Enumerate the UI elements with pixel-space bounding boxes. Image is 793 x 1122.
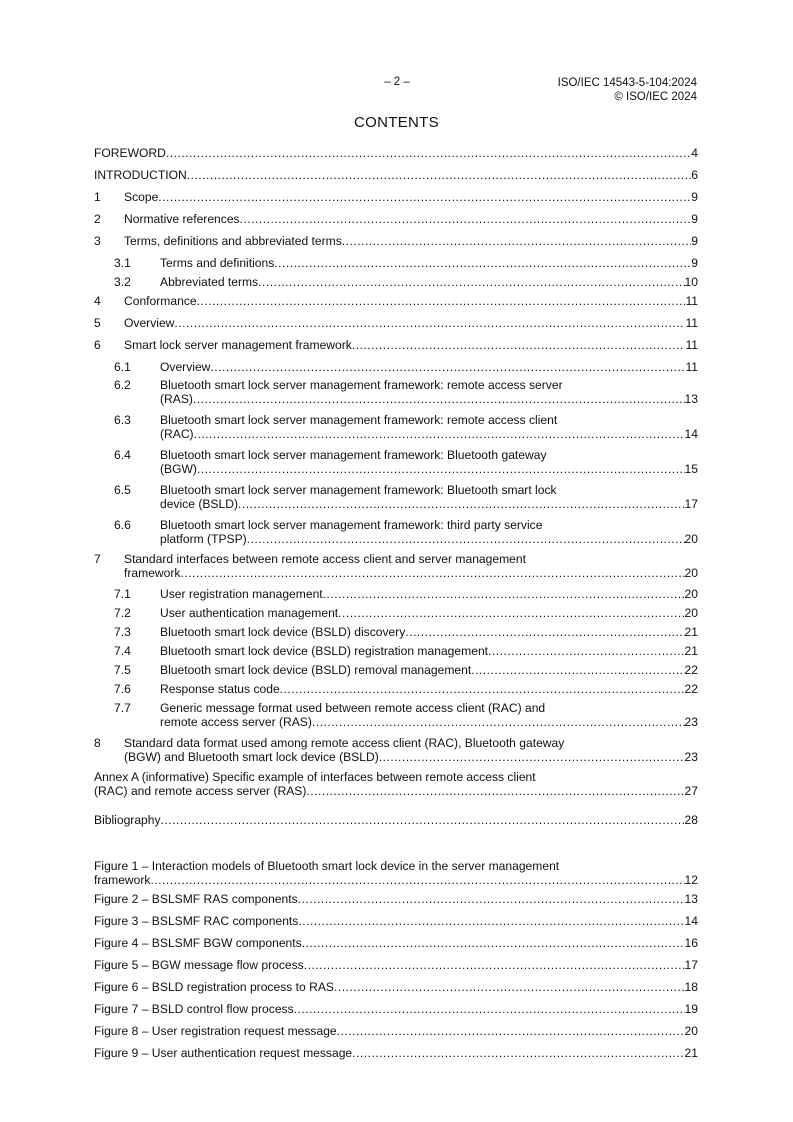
page-reference: 21: [684, 1046, 698, 1060]
section-number: 7.1: [114, 587, 131, 601]
entry-leader-line: [94, 168, 698, 182]
entry-title: Bluetooth smart lock device (BSLD) discovery: [160, 625, 406, 639]
page-reference: 22: [684, 682, 698, 696]
dot-leader: [187, 168, 692, 182]
entry-title-line1: Generic message format used between remote access client (RAC) and: [160, 701, 546, 715]
entry-title: Normative references: [124, 212, 240, 226]
page-reference: 14: [684, 427, 698, 441]
figure-list-entry[interactable]: [94, 1046, 698, 1060]
entry-leader-line: [94, 813, 698, 827]
dot-leader: [379, 750, 685, 764]
page-reference: 18: [684, 980, 698, 994]
entry-title: Terms and definitions: [160, 256, 275, 270]
section-number: 8: [94, 736, 101, 750]
figure-list-entry[interactable]: [94, 914, 698, 928]
dot-leader: [298, 892, 685, 906]
toc-entry[interactable]: [94, 518, 698, 546]
toc-entry[interactable]: [94, 701, 698, 729]
page-reference: 9: [691, 190, 698, 204]
toc-entry[interactable]: [94, 644, 698, 658]
entry-title-line1: Annex A (informative) Specific example of interfaces between remote access client: [94, 770, 536, 784]
entry-leader-line: [94, 936, 698, 950]
dot-leader: [240, 212, 692, 226]
entry-leader-line: [94, 1046, 698, 1060]
entry-title: platform (TPSP): [160, 532, 247, 546]
dot-leader: [294, 1002, 685, 1016]
figure-list-entry[interactable]: [94, 859, 698, 887]
entry-title: device (BSLD): [160, 497, 238, 511]
toc-entry[interactable]: [94, 663, 698, 677]
dot-leader: [193, 392, 685, 406]
toc-entry[interactable]: [94, 212, 698, 226]
dot-leader: [312, 715, 685, 729]
dot-leader: [323, 587, 685, 601]
entry-leader-line: [94, 360, 698, 374]
entry-first-line: [94, 552, 698, 566]
entry-leader-line: [94, 1024, 698, 1038]
entry-title: FOREWORD: [94, 146, 166, 160]
entry-title: Bluetooth smart lock device (BSLD) removal management: [160, 663, 472, 677]
section-number: 7.5: [114, 663, 131, 677]
page-reference: 20: [684, 1024, 698, 1038]
toc-entry[interactable]: [94, 146, 698, 160]
page-reference: 23: [684, 715, 698, 729]
entry-leader-line: [94, 587, 698, 601]
dot-leader: [150, 873, 684, 887]
entry-title: User registration management: [160, 587, 323, 601]
page-reference: 17: [684, 497, 698, 511]
toc-entry[interactable]: [94, 413, 698, 441]
entry-title: Bluetooth smart lock device (BSLD) registration management: [160, 644, 489, 658]
dot-leader: [280, 682, 685, 696]
page-reference: 13: [684, 392, 698, 406]
dot-leader: [158, 190, 691, 204]
entry-leader-line: [94, 750, 698, 764]
section-number: 7.7: [114, 701, 131, 715]
entry-leader-line: [94, 338, 698, 352]
entry-leader-line: [94, 234, 698, 248]
dot-leader: [304, 958, 685, 972]
toc-entry[interactable]: [94, 552, 698, 580]
entry-title: Abbreviated terms: [160, 275, 259, 289]
entry-first-line: [94, 448, 698, 462]
entry-title: Figure 7 – BSLD control flow process: [94, 1002, 294, 1016]
dot-leader: [247, 532, 685, 546]
entry-first-line: [94, 736, 698, 750]
entry-title: framework: [94, 873, 151, 887]
figure-list-entry[interactable]: [94, 936, 698, 950]
entry-title: (RAC) and remote access server (RAS): [94, 784, 307, 798]
entry-title: Bibliography: [94, 813, 161, 827]
entry-leader-line: [94, 532, 698, 546]
page-reference: 11: [685, 360, 698, 374]
entry-title: Figure 5 – BGW message flow process: [94, 958, 304, 972]
toc-entry[interactable]: [94, 360, 698, 374]
entry-title: (BGW): [160, 462, 197, 476]
toc-entry[interactable]: [94, 378, 698, 406]
page-number: – 2 –: [384, 76, 410, 88]
page-reference: 23: [684, 750, 698, 764]
entry-title: Response status code: [160, 682, 280, 696]
dot-leader: [337, 1024, 685, 1038]
figure-list-entry[interactable]: [94, 892, 698, 906]
entry-leader-line: [94, 275, 698, 289]
dot-leader: [306, 784, 684, 798]
dot-leader: [194, 427, 685, 441]
toc-entry[interactable]: [94, 190, 698, 204]
figure-list-entry[interactable]: [94, 958, 698, 972]
toc-entry[interactable]: [94, 625, 698, 639]
entry-leader-line: [94, 980, 698, 994]
toc-entry[interactable]: [94, 587, 698, 601]
entry-leader-line: [94, 256, 698, 270]
page-reference: 20: [684, 587, 698, 601]
entry-leader-line: [94, 663, 698, 677]
entry-leader-line: [94, 682, 698, 696]
dot-leader: [258, 275, 684, 289]
entry-title-line1: Bluetooth smart lock server management framework: third party service: [160, 518, 543, 532]
entry-title: Figure 8 – User registration request message: [94, 1024, 337, 1038]
document-id-block: [558, 76, 697, 104]
page-reference: 13: [684, 892, 698, 906]
entry-title: Figure 2 – BSLSMF RAS components: [94, 892, 298, 906]
page-reference: 6: [691, 168, 698, 182]
page-reference: 15: [684, 462, 698, 476]
entry-leader-line: [94, 625, 698, 639]
section-number: 7.6: [114, 682, 131, 696]
section-number: 3: [94, 234, 101, 248]
entry-leader-line: [94, 190, 698, 204]
entry-title: (RAS): [160, 392, 193, 406]
page-reference: 28: [684, 813, 698, 827]
entry-title: framework: [124, 566, 181, 580]
section-number: 7.4: [114, 644, 131, 658]
section-number: 4: [94, 294, 101, 308]
dot-leader: [274, 256, 691, 270]
entry-title: Figure 6 – BSLD registration process to RAS: [94, 980, 334, 994]
dot-leader: [302, 936, 685, 950]
entry-title: Figure 3 – BSLSMF RAC components: [94, 914, 299, 928]
page-reference: 27: [684, 784, 698, 798]
toc-entry[interactable]: [94, 275, 698, 289]
section-number: 6.2: [114, 378, 131, 392]
dot-leader: [180, 566, 684, 580]
page-reference: 11: [685, 338, 698, 352]
entry-leader-line: [94, 427, 698, 441]
toc-entry[interactable]: [94, 483, 698, 511]
figure-list-entry[interactable]: [94, 1024, 698, 1038]
entry-title: (BGW) and Bluetooth smart lock device (BSLD): [124, 750, 379, 764]
entry-title-line1: Bluetooth smart lock server management framework: remote access server: [160, 378, 563, 392]
entry-title: Smart lock server management framework: [124, 338, 352, 352]
entry-title: Terms, definitions and abbreviated terms: [124, 234, 342, 248]
entry-leader-line: [94, 462, 698, 476]
dot-leader: [342, 234, 691, 248]
page-reference: 17: [684, 958, 698, 972]
page-reference: 11: [685, 294, 698, 308]
dot-leader: [352, 1046, 684, 1060]
section-number: 2: [94, 212, 101, 226]
entry-leader-line: [94, 392, 698, 406]
section-number: 3.1: [114, 256, 131, 270]
section-number: 6: [94, 338, 101, 352]
entry-first-line: [94, 378, 698, 392]
dot-leader: [488, 644, 685, 658]
page-reference: 22: [684, 663, 698, 677]
dot-leader: [166, 146, 691, 160]
dot-leader: [174, 316, 685, 330]
dot-leader: [197, 294, 686, 308]
toc-entry[interactable]: [94, 448, 698, 476]
entry-title: Overview: [124, 316, 175, 330]
toc-entry[interactable]: [94, 234, 698, 248]
section-number: 6.6: [114, 518, 131, 532]
section-number: 6.3: [114, 413, 131, 427]
dot-leader: [352, 338, 686, 352]
section-number: 3.2: [114, 275, 131, 289]
entry-leader-line: [94, 914, 698, 928]
page-reference: 20: [684, 532, 698, 546]
section-number: 7.2: [114, 606, 131, 620]
toc-entry[interactable]: [94, 294, 698, 308]
figure-list-entry[interactable]: [94, 980, 698, 994]
entry-title: Conformance: [124, 294, 197, 308]
entry-leader-line: [94, 146, 698, 160]
section-number: 7.3: [114, 625, 131, 639]
entry-first-line: [94, 701, 698, 715]
dot-leader: [338, 606, 684, 620]
dot-leader: [405, 625, 684, 639]
dot-leader: [298, 914, 684, 928]
dot-leader: [471, 663, 684, 677]
entry-leader-line: [94, 316, 698, 330]
toc-entry[interactable]: [94, 338, 698, 352]
entry-first-line: [94, 483, 698, 497]
entry-title: (RAC): [160, 427, 194, 441]
document-id: ISO/IEC 14543-5-104:2024: [557, 77, 697, 89]
page-reference: 21: [684, 644, 698, 658]
toc-entry[interactable]: [94, 770, 698, 798]
entry-leader-line: [94, 212, 698, 226]
entry-title: User authentication management: [160, 606, 339, 620]
entry-title: Figure 4 – BSLSMF BGW components: [94, 936, 302, 950]
page-reference: 16: [684, 936, 698, 950]
page-reference: 11: [685, 316, 698, 330]
page-reference: 9: [691, 256, 698, 270]
entry-title-line1: Standard data format used among remote access client (RAC), Bluetooth gateway: [124, 736, 565, 750]
toc-entry[interactable]: [94, 256, 698, 270]
toc-entry[interactable]: [94, 736, 698, 764]
entry-first-line: [94, 518, 698, 532]
page-reference: 14: [684, 914, 698, 928]
dot-leader: [197, 462, 685, 476]
entry-title: INTRODUCTION: [94, 168, 187, 182]
toc-entry[interactable]: [94, 168, 698, 182]
entry-title-line1: Bluetooth smart lock server management framework: remote access client: [160, 413, 558, 427]
page-reference: 21: [684, 625, 698, 639]
entry-first-line: [94, 413, 698, 427]
entry-title-line1: Bluetooth smart lock server management framework: Bluetooth smart lock: [160, 483, 557, 497]
entry-title-line1: Figure 1 – Interaction models of Bluetooth smart lock device in the server management: [94, 859, 560, 873]
entry-title: remote access server (RAS): [160, 715, 312, 729]
copyright-notice: © ISO/IEC 2024: [614, 91, 697, 103]
toc-entry[interactable]: [94, 316, 698, 330]
toc-entry[interactable]: [94, 813, 698, 827]
toc-entry[interactable]: [94, 682, 698, 696]
page-reference: 12: [684, 873, 698, 887]
contents-title: CONTENTS: [354, 114, 439, 131]
page-reference: 4: [691, 146, 698, 160]
section-number: 6.4: [114, 448, 131, 462]
entry-first-line: [94, 859, 698, 873]
section-number: 1: [94, 190, 101, 204]
entry-leader-line: [94, 958, 698, 972]
section-number: 7: [94, 552, 101, 566]
entry-title: Overview: [160, 360, 211, 374]
entry-title-line1: Standard interfaces between remote access client and server management: [124, 552, 526, 566]
entry-title: Figure 9 – User authentication request message: [94, 1046, 353, 1060]
dot-leader: [334, 980, 685, 994]
entry-leader-line: [94, 566, 698, 580]
dot-leader: [161, 813, 685, 827]
toc-entry[interactable]: [94, 606, 698, 620]
page-reference: 9: [691, 212, 698, 226]
entry-first-line: [94, 770, 698, 784]
page-reference: 20: [684, 606, 698, 620]
dot-leader: [210, 360, 685, 374]
section-number: 6.5: [114, 483, 131, 497]
entry-leader-line: [94, 606, 698, 620]
entry-leader-line: [94, 1002, 698, 1016]
figure-list-entry[interactable]: [94, 1002, 698, 1016]
entry-leader-line: [94, 294, 698, 308]
dot-leader: [238, 497, 685, 511]
section-number: 5: [94, 316, 101, 330]
entry-title-line1: Bluetooth smart lock server management framework: Bluetooth gateway: [160, 448, 547, 462]
entry-leader-line: [94, 644, 698, 658]
page-reference: 9: [691, 234, 698, 248]
entry-leader-line: [94, 873, 698, 887]
entry-leader-line: [94, 892, 698, 906]
section-number: 6.1: [114, 360, 131, 374]
page-reference: 19: [684, 1002, 698, 1016]
entry-leader-line: [94, 715, 698, 729]
page-reference: 10: [684, 275, 698, 289]
page-reference: 20: [684, 566, 698, 580]
entry-leader-line: [94, 497, 698, 511]
entry-leader-line: [94, 784, 698, 798]
entry-title: Scope: [124, 190, 159, 204]
